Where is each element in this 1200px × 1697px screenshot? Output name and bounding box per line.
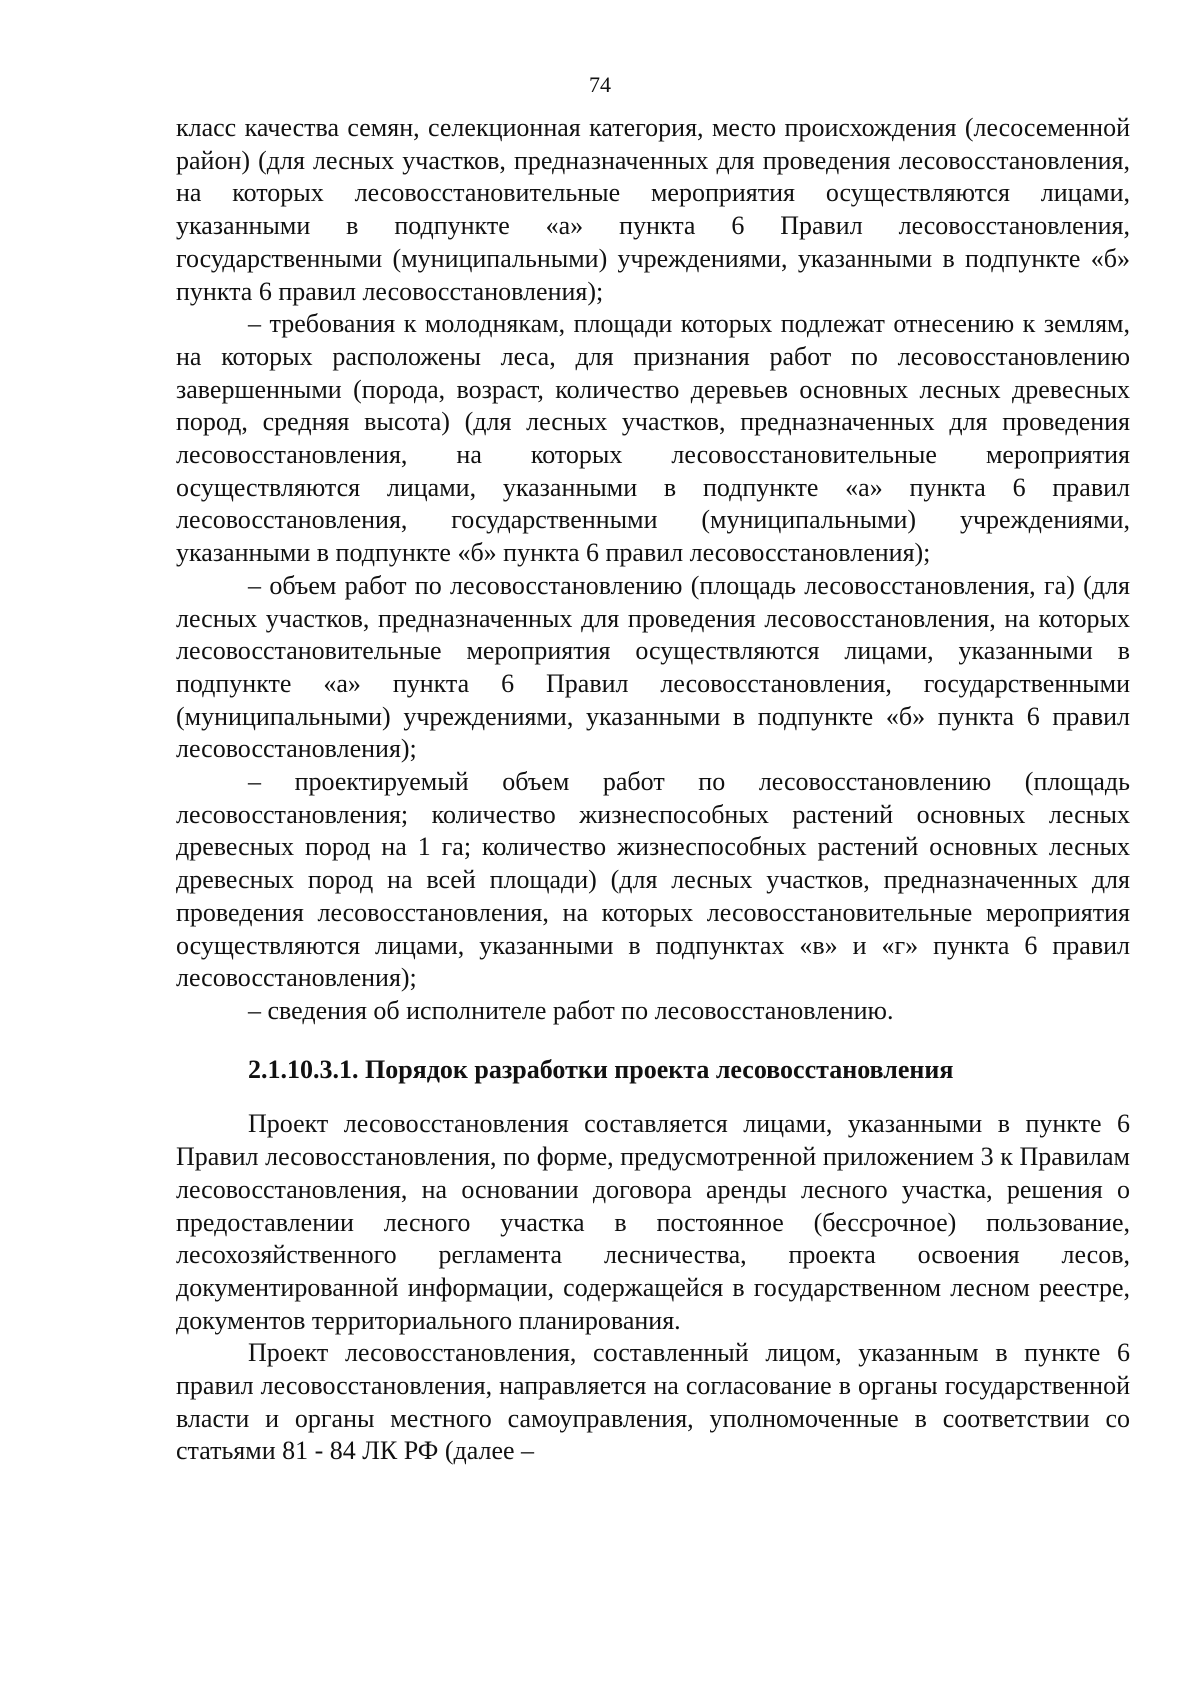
paragraph-continuation: класс качества семян, селекционная категория, место происхождения (лесосеменной район) (для лесных участков, предназначенных для проведения лесовосстановления, на которых лесовосстановительные мероприятия осуществляются лицами, указанными в подпункте «а» пункта 6 Правил лесовосстановления, государственными (муниципальными) учреждениями, указанными в подпункте «б» пункта 6 правил лесовосстановления); [176, 113, 1130, 306]
list-item-work-volume: – объем работ по лесовосстановлению (площадь лесовосстановления, га) (для лесных участков, предназначенных для проведения лесовосстановления, на которых лесовосстановительные мероприятия осуществляются лицами, указанными в подпункте «а» пункта 6 Правил лесовосстановления, государственными (муниципальными) учреждениями, указанными в подпункте «б» пункта 6 правил лесовосстановления); [176, 570, 1130, 764]
page-body [176, 112, 1130, 1468]
section-paragraph: Проект лесовосстановления, составленный лицом, указанным в пункте 6 правил лесовосстановления, направляется на согласование в органы государственной власти и органы местного самоуправления, уполномоченные в соответствии со статьями 81 - 84 ЛК РФ (далее – [176, 1338, 1130, 1466]
list-item-contractor-info: – сведения об исполнителе работ по лесовосстановлению. [248, 995, 894, 1025]
section-heading: 2.1.10.3.1. Порядок разработки проекта лесовосстановления [248, 1054, 954, 1084]
list-item-projected-volume: – проектируемый объем работ по лесовосстановлению (площадь лесовосстановления; количество жизнеспособных растений основных лесных древесных пород на 1 га; количество жизнеспособных растений основных лесных древесных пород на всей площади) (для лесных участков, предназначенных для проведения лесовосстановления, на которых лесовосстановительные мероприятия осуществляются лицами, указанными в подпунктах «в» и «г» пункта 6 правил лесовосстановления); [176, 767, 1130, 993]
page-number: 74 [589, 72, 611, 97]
section-paragraph: Проект лесовосстановления составляется лицами, указанными в пункте 6 Правил лесовосстановления, по форме, предусмотренной приложением 3 к Правилам лесовосстановления, на основании договора аренды лесного участка, решения о предоставлении лесного участка в постоянное (бессрочное) пользование, лесохозяйственного регламента лесничества, проекта освоения лесов, документированной информации, содержащейся в государственном лесном реестре, документов территориального планирования. [176, 1109, 1130, 1335]
list-item-requirements: – требования к молоднякам, площади которых подлежат отнесению к землям, на которых расположены леса, для признания работ по лесовосстановлению завершенными (порода, возраст, количество деревьев основных лесных древесных пород, средняя высота) (для лесных участков, предназначенных для проведения лесовосстановления, на которых лесовосстановительные мероприятия осуществляются лицами, указанными в подпункте «а» пункта 6 правил лесовосстановления, государственными (муниципальными) учреждениями, указанными в подпункте «б» пункта 6 правил лесовосстановления); [176, 309, 1130, 568]
